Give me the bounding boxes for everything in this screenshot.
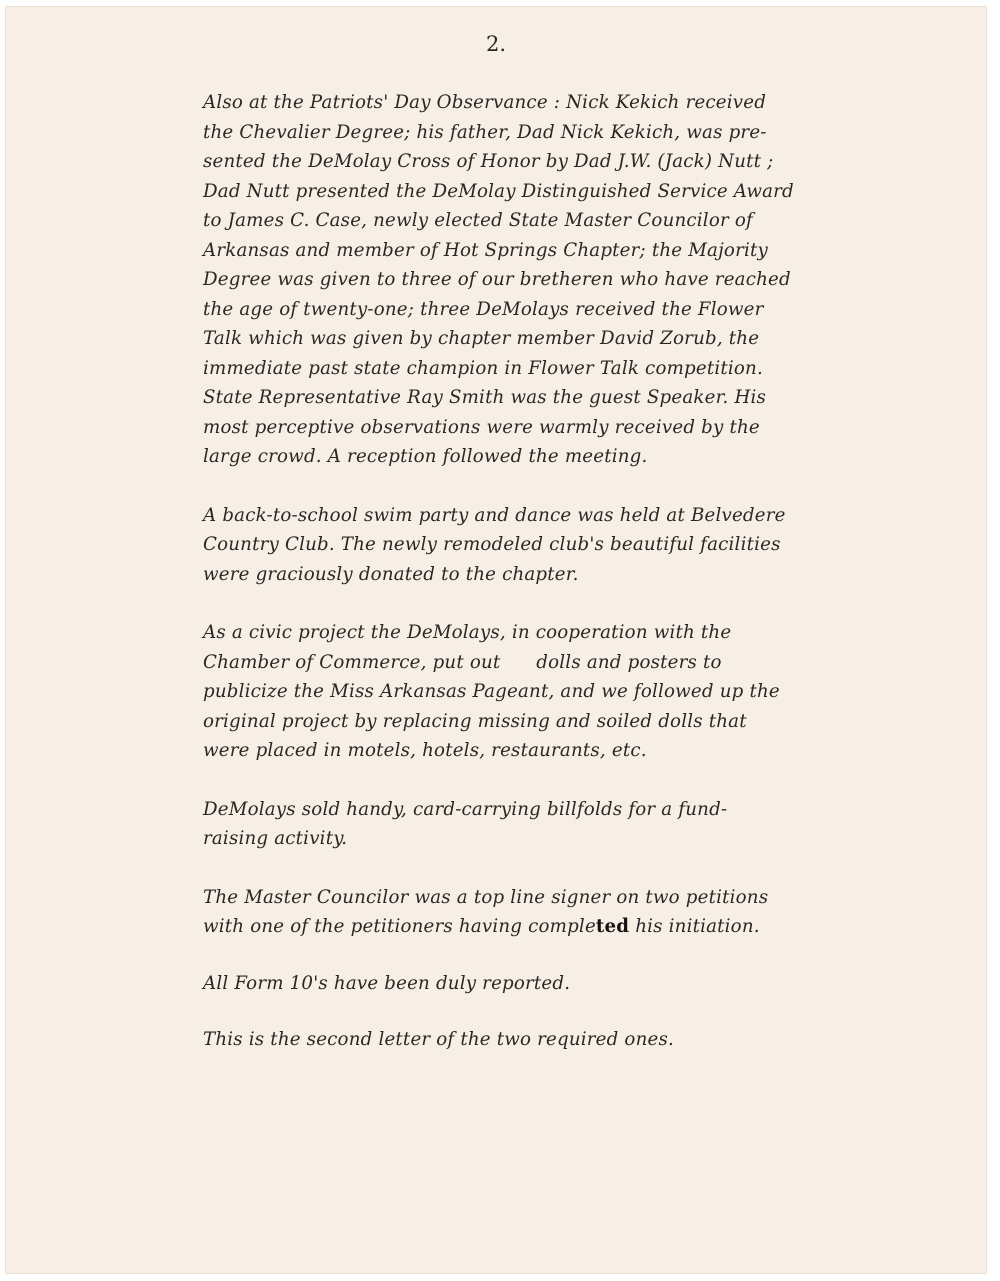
- text-line: Chamber of Commerce, put out dolls and posters to: [203, 651, 722, 673]
- text-line: A back-to-school swim party and dance was held at Belvedere: [203, 504, 786, 526]
- text-line: large crowd. A reception followed the meeting.: [203, 446, 648, 467]
- text-line: the age of twenty-one; three DeMolays received the Flower: [203, 298, 764, 320]
- text-line: This is the second letter of the two required ones.: [203, 1029, 674, 1050]
- text-line: immediate past state champion in Flower Talk competition.: [203, 357, 763, 379]
- text-line: Also at the Patriots' Day Observance : Nick Kekich received: [203, 92, 767, 113]
- overtyped-correction: ted: [595, 916, 630, 937]
- paragraph-spacer: [203, 942, 843, 969]
- text-line: State Representative Ray Smith was the guest Speaker. His: [203, 387, 767, 408]
- text-line: Dad Nutt presented the DeMolay Distinguished Service Award: [203, 180, 794, 202]
- text-line: were placed in motels, hotels, restaurants, etc.: [203, 740, 647, 761]
- text-line: raising activity.: [203, 828, 348, 849]
- page-number: 2.: [485, 32, 507, 56]
- paragraph-spacer: [203, 472, 843, 501]
- paragraph-closing: [203, 1025, 843, 1055]
- text-line: Degree was given to three of our bretheren who have reached: [203, 269, 791, 290]
- text-line: were graciously donated to the chapter.: [203, 563, 579, 585]
- paragraph-civic-project: [203, 618, 843, 766]
- text-line: DeMolays sold handy, card-carrying billfolds for a fund-: [203, 798, 728, 820]
- text-line: original project by replacing missing and soiled dolls that: [203, 710, 747, 732]
- paragraph-spacer: [203, 766, 843, 795]
- text-line: Arkansas and member of Hot Springs Chapter; the Majority: [203, 239, 768, 261]
- paragraph-patriots-day: [203, 88, 843, 472]
- letter-page: [5, 6, 987, 1274]
- text-segment: with one of the petitioners having comple: [203, 916, 596, 937]
- text-segment: his initiation.: [629, 916, 760, 937]
- paragraph-form-10: [203, 969, 843, 999]
- text-line: [203, 912, 843, 942]
- paragraph-spacer: [203, 854, 843, 883]
- text-line: sented the DeMolay Cross of Honor by Dad J.W. (Jack) Nutt ;: [203, 151, 774, 172]
- paragraph-spacer: [203, 998, 843, 1025]
- text-line: most perceptive observations were warmly received by the: [203, 416, 760, 438]
- paragraph-spacer: [203, 589, 843, 618]
- paragraph-swim-party: [203, 501, 843, 590]
- text-line: to James C. Case, newly elected State Master Councilor of: [203, 210, 753, 231]
- text-line: Talk which was given by chapter member David Zorub, the: [203, 328, 760, 349]
- text-line: the Chevalier Degree; his father, Dad Nick Kekich, was pre-: [203, 121, 767, 143]
- text-line: All Form 10's have been duly reported.: [203, 972, 571, 994]
- text-line: The Master Councilor was a top line signer on two petitions: [203, 886, 769, 908]
- paragraph-billfolds: [203, 795, 843, 854]
- paragraph-petitions: [203, 883, 843, 942]
- text-line: Country Club. The newly remodeled club's beautiful facilities: [203, 534, 781, 555]
- text-line: As a civic project the DeMolays, in cooperation with the: [203, 622, 732, 643]
- letter-body: [203, 88, 843, 1055]
- text-line: publicize the Miss Arkansas Pageant, and we followed up the: [203, 681, 780, 702]
